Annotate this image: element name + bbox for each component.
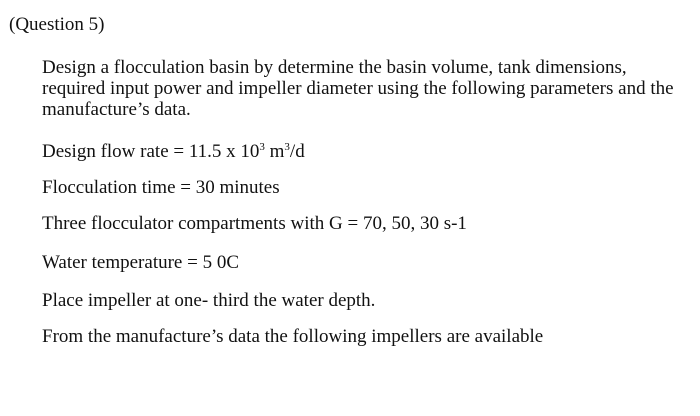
water-temperature: Water temperature = 5 0C: [42, 252, 239, 273]
question-intro: Design a flocculation basin by determine the basin volume, tank dimensions, required input power and impeller diameter using the following parameters and the manufacture’s data.: [42, 57, 674, 120]
manufacturer-note: From the manufacture’s data the following impellers are available: [42, 326, 544, 347]
flow-rate-exponent: 3: [259, 141, 265, 153]
question-heading: (Question 5): [9, 14, 105, 35]
flocculation-time: Flocculation time = 30 minutes: [42, 177, 280, 198]
flow-rate-unit-exponent: 3: [284, 141, 290, 153]
flocculator-compartments: Three flocculator compartments with G = 70, 50, 30 s-1: [42, 213, 467, 234]
flow-rate-unit: m: [264, 141, 285, 162]
flow-rate-text: Design flow rate = 11.5 x 10: [42, 141, 260, 162]
design-flow-rate: [42, 141, 305, 163]
impeller-placement: Place impeller at one- third the water depth.: [42, 290, 376, 311]
flow-rate-unit-suffix: /d: [289, 141, 305, 162]
